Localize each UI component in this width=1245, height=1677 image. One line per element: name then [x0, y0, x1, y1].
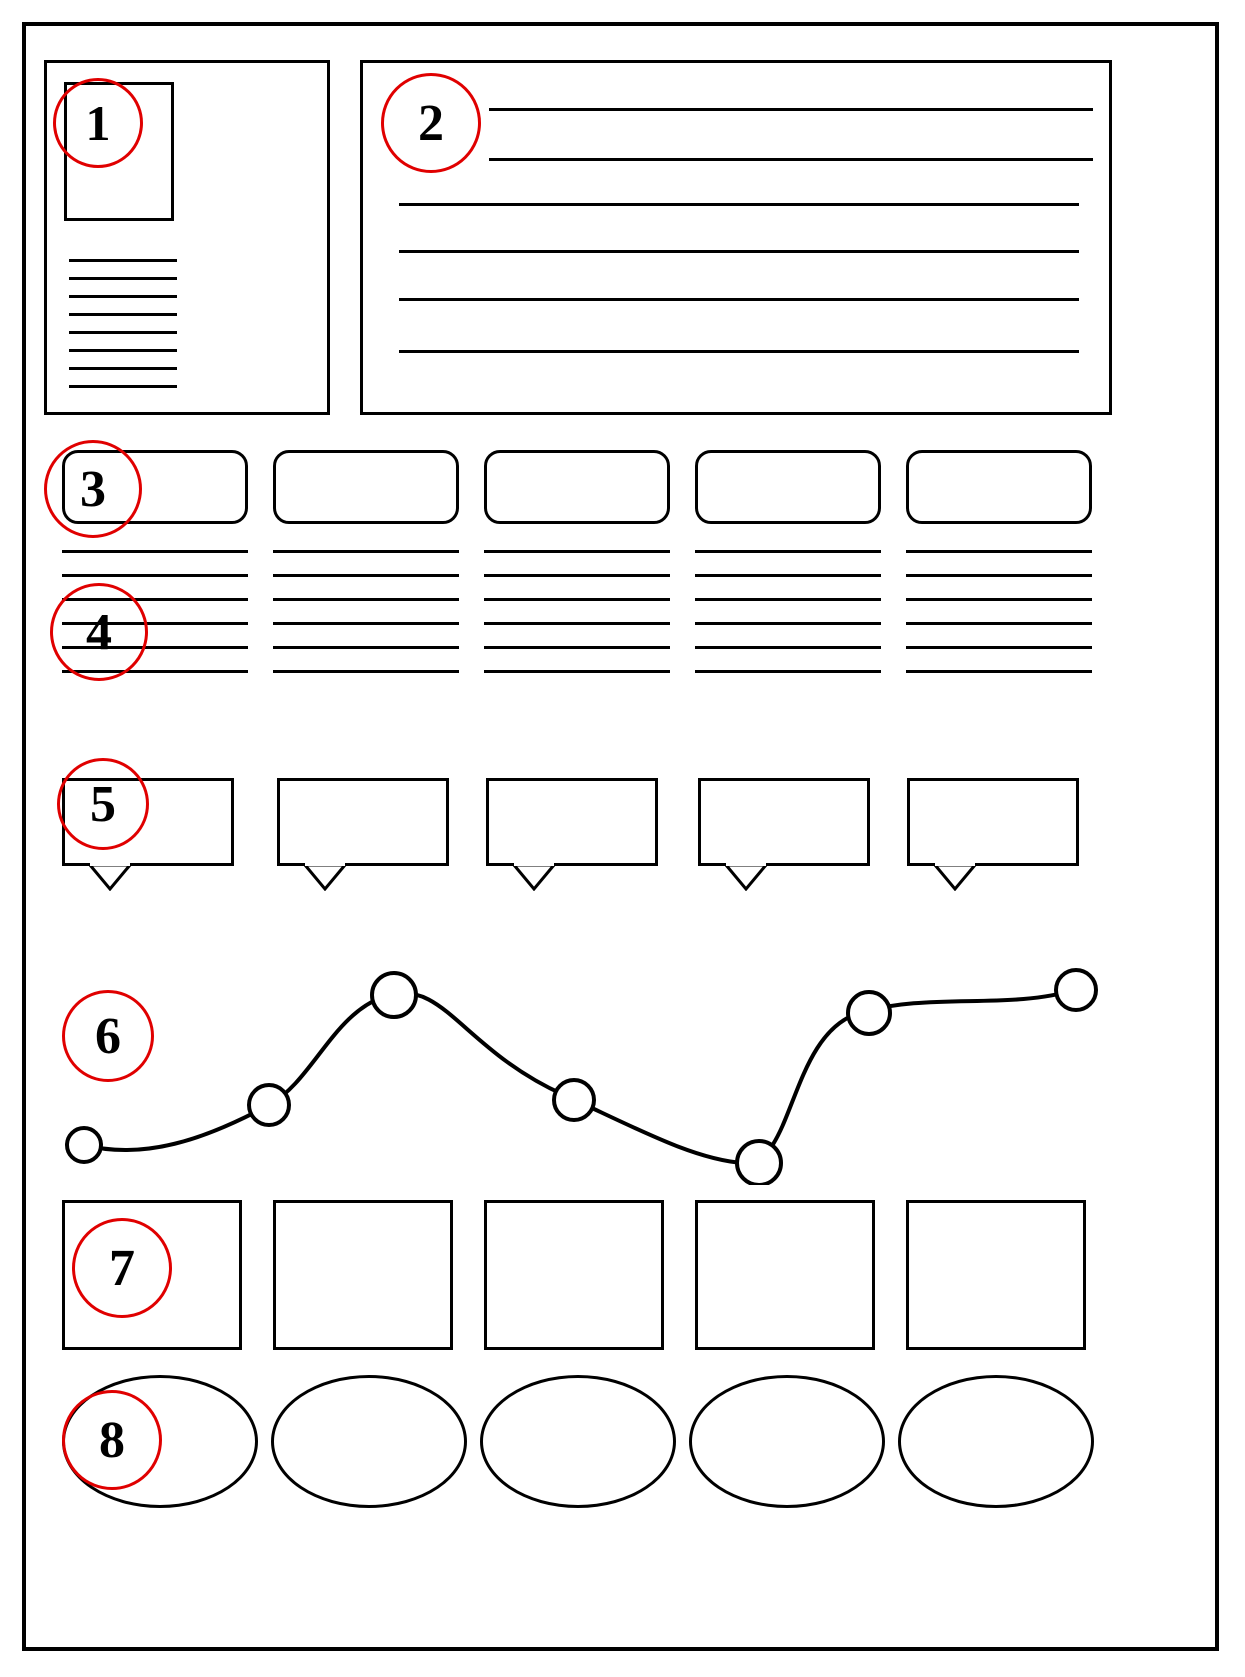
chart-point: [1056, 970, 1096, 1010]
text-line: [695, 670, 881, 673]
chart-point: [554, 1080, 594, 1120]
text-line: [273, 574, 459, 577]
text-line: [273, 550, 459, 553]
text-line: [484, 670, 670, 673]
text-column-grid: [62, 550, 1092, 735]
line-chart: [54, 955, 1104, 1185]
text-line: [273, 622, 459, 625]
marker-label: 1: [85, 95, 111, 151]
text-line: [695, 622, 881, 625]
speech-bubble-tail-icon: [512, 863, 556, 891]
text-line: [69, 349, 177, 352]
chart-point: [372, 973, 416, 1017]
text-column: [695, 550, 881, 694]
speech-bubble-body: [277, 778, 449, 866]
text-line: [906, 622, 1092, 625]
text-line: [484, 622, 670, 625]
image-square[interactable]: [484, 1200, 664, 1350]
text-line: [62, 550, 248, 553]
speech-bubble[interactable]: [277, 778, 449, 866]
speech-bubble[interactable]: [698, 778, 870, 866]
chart-point: [67, 1128, 101, 1162]
text-column: [273, 550, 459, 694]
text-line: [695, 598, 881, 601]
chart-line: [84, 990, 1074, 1163]
text-line: [69, 277, 177, 280]
rounded-button[interactable]: [484, 450, 670, 524]
text-line: [695, 646, 881, 649]
speech-bubble-body: [486, 778, 658, 866]
ellipse-shape[interactable]: [480, 1375, 676, 1508]
text-line: [273, 670, 459, 673]
rounded-button[interactable]: [906, 450, 1092, 524]
text-line: [906, 574, 1092, 577]
ellipse-shape[interactable]: [271, 1375, 467, 1508]
text-line: [62, 574, 248, 577]
text-line: [484, 598, 670, 601]
text-line: [695, 550, 881, 553]
text-line: [69, 367, 177, 370]
paragraph-line: [399, 203, 1079, 206]
chart-point: [737, 1141, 781, 1185]
text-line: [695, 574, 881, 577]
text-line: [484, 574, 670, 577]
text-column: [484, 550, 670, 694]
marker-4-text-columns: [50, 583, 148, 681]
text-line: [69, 385, 177, 388]
image-square[interactable]: [906, 1200, 1086, 1350]
marker-label: 6: [95, 1007, 121, 1065]
speech-bubble-body: [907, 778, 1079, 866]
marker-3-button-row: [44, 440, 142, 538]
text-line: [484, 550, 670, 553]
thumbnail-card-text-lines: [69, 259, 177, 403]
marker-1-thumbnail-card: [53, 78, 143, 168]
ellipse-shape[interactable]: [689, 1375, 885, 1508]
speech-bubble[interactable]: [486, 778, 658, 866]
marker-label: 5: [90, 775, 116, 833]
speech-bubble-body: [698, 778, 870, 866]
rounded-button[interactable]: [695, 450, 881, 524]
text-line: [906, 670, 1092, 673]
paragraph-line: [399, 250, 1079, 253]
text-line: [273, 598, 459, 601]
marker-2-paragraph-block: [381, 73, 481, 173]
marker-label: 4: [86, 603, 112, 661]
marker-6-line-chart: [62, 990, 154, 1082]
text-line: [484, 646, 670, 649]
text-line: [273, 646, 459, 649]
marker-5-speech-bubbles: [57, 758, 149, 850]
speech-bubble-tail-icon: [303, 863, 347, 891]
marker-label: 8: [99, 1411, 125, 1469]
chart-point: [249, 1085, 289, 1125]
rounded-button[interactable]: [273, 450, 459, 524]
paragraph-line: [399, 350, 1079, 353]
ellipse-row: [62, 1375, 1092, 1515]
speech-bubble-tail-icon: [724, 863, 768, 891]
text-line: [69, 259, 177, 262]
rounded-button-row: [62, 450, 1092, 530]
paragraph-line: [489, 158, 1093, 161]
paragraph-line: [489, 108, 1093, 111]
marker-label: 7: [109, 1239, 135, 1297]
chart-point: [848, 992, 890, 1034]
marker-8-ellipses: [62, 1390, 162, 1490]
text-column: [906, 550, 1092, 694]
text-line: [906, 598, 1092, 601]
marker-label: 3: [80, 460, 106, 518]
speech-bubble-tail-icon: [933, 863, 977, 891]
image-square[interactable]: [695, 1200, 875, 1350]
speech-bubble-row: [62, 778, 1092, 898]
text-line: [906, 550, 1092, 553]
text-line: [69, 331, 177, 334]
image-square[interactable]: [273, 1200, 453, 1350]
image-square-row: [62, 1200, 1092, 1355]
text-line: [69, 295, 177, 298]
paragraph-line: [399, 298, 1079, 301]
text-line: [69, 313, 177, 316]
marker-label: 2: [418, 94, 444, 152]
ellipse-shape[interactable]: [898, 1375, 1094, 1508]
speech-bubble[interactable]: [907, 778, 1079, 866]
speech-bubble-tail-icon: [88, 863, 132, 891]
marker-7-image-squares: [72, 1218, 172, 1318]
text-line: [906, 646, 1092, 649]
